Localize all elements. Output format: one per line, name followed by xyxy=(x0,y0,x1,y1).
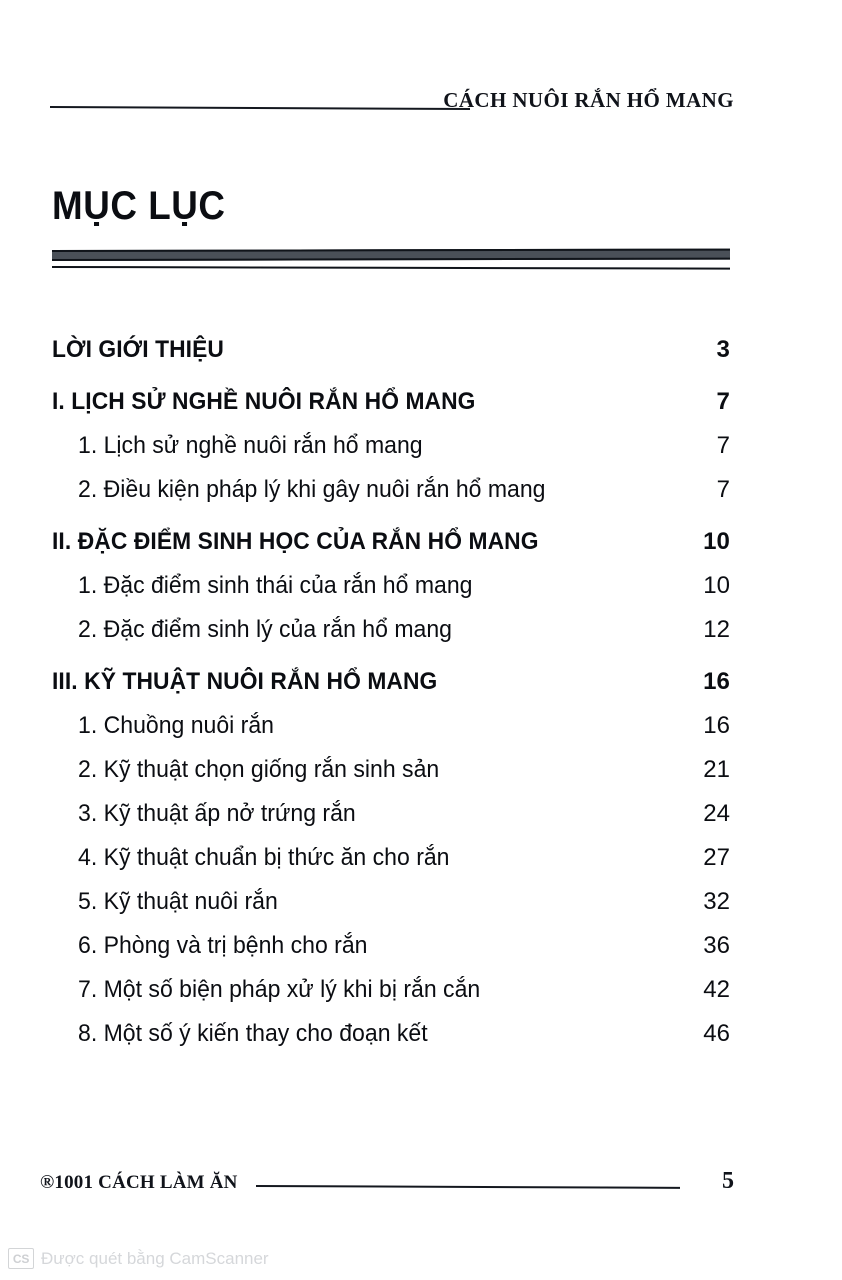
title-divider xyxy=(52,250,730,268)
title-divider-line xyxy=(52,266,730,270)
toc-entry-page-number: 21 xyxy=(703,756,730,783)
toc-entry-page-number: 16 xyxy=(703,712,730,739)
toc-entry[interactable] xyxy=(52,844,730,888)
toc-entry-label: 5. Kỹ thuật nuôi rắn xyxy=(78,888,278,915)
toc-entry-label: 1. Lịch sử nghề nuôi rắn hổ mang xyxy=(78,432,423,459)
toc-entry-page-number: 12 xyxy=(703,616,730,643)
toc-entry-page-number: 7 xyxy=(716,388,730,415)
toc-entry-label: 2. Đặc điểm sinh lý của rắn hổ mang xyxy=(78,616,452,643)
toc-entry-label: 7. Một số biện pháp xử lý khi bị rắn cắn xyxy=(78,976,481,1003)
toc-entry[interactable] xyxy=(52,388,730,432)
toc-entry-page-number: 32 xyxy=(703,888,730,915)
toc-entry-label: 2. Kỹ thuật chọn giống rắn sinh sản xyxy=(78,756,440,783)
toc-entry-page-number: 7 xyxy=(716,476,730,503)
toc-entry-page-number: 46 xyxy=(703,1020,730,1047)
toc-entry[interactable] xyxy=(52,888,730,932)
toc-entry-label: 8. Một số ý kiến thay cho đoạn kết xyxy=(78,1020,428,1047)
toc-entry-label: 1. Đặc điểm sinh thái của rắn hổ mang xyxy=(78,572,473,599)
toc-entry[interactable] xyxy=(52,616,730,660)
toc-entry-label: 2. Điều kiện pháp lý khi gây nuôi rắn hổ mang xyxy=(78,476,546,503)
header-title: CÁCH NUÔI RẮN HỔ MANG xyxy=(443,88,734,112)
toc-entry[interactable] xyxy=(52,572,730,616)
toc-entry-page-number: 27 xyxy=(703,844,730,871)
toc-entry-page-number: 42 xyxy=(703,976,730,1003)
toc-entry-page-number: 16 xyxy=(703,668,730,695)
toc-entry-label: 6. Phòng và trị bệnh cho rắn xyxy=(78,932,368,959)
toc-entry[interactable] xyxy=(52,668,730,712)
running-footer xyxy=(0,1168,842,1208)
toc-entry[interactable] xyxy=(52,712,730,756)
toc-entry-label: 4. Kỹ thuật chuẩn bị thức ăn cho rắn xyxy=(78,844,450,871)
footer-page-number: 5 xyxy=(722,1168,734,1194)
toc-entry[interactable] xyxy=(52,336,730,380)
toc-entry-label: I. LỊCH SỬ NGHỀ NUÔI RẮN HỔ MANG xyxy=(52,388,476,415)
running-header xyxy=(0,88,842,128)
toc-entry-page-number: 36 xyxy=(703,932,730,959)
footer-rule xyxy=(256,1185,680,1189)
camscanner-watermark xyxy=(8,1248,269,1269)
toc-entry[interactable] xyxy=(52,1020,730,1064)
toc-entry-label: LỜI GIỚI THIỆU xyxy=(52,336,224,363)
toc-entry-page-number: 10 xyxy=(703,528,730,555)
page-title: MỤC LỤC xyxy=(52,184,226,228)
toc-entry-label: III. KỸ THUẬT NUÔI RẮN HỔ MANG xyxy=(52,668,438,695)
toc-entry-page-number: 7 xyxy=(716,432,730,459)
toc-entry-page-number: 24 xyxy=(703,800,730,827)
header-rule xyxy=(50,106,470,110)
toc-entry[interactable] xyxy=(52,756,730,800)
toc-entry[interactable] xyxy=(52,976,730,1020)
toc-entry[interactable] xyxy=(52,432,730,476)
title-divider-bar xyxy=(52,249,730,261)
camscanner-logo-icon: CS xyxy=(8,1248,34,1269)
toc-entry[interactable] xyxy=(52,800,730,844)
toc-entry-page-number: 3 xyxy=(716,336,730,363)
toc-entry-label: 1. Chuồng nuôi rắn xyxy=(78,712,274,739)
toc-entry-label: II. ĐẶC ĐIỂM SINH HỌC CỦA RẮN HỔ MANG xyxy=(52,528,539,555)
toc-entry[interactable] xyxy=(52,932,730,976)
footer-series-label: ®1001 CÁCH LÀM ĂN xyxy=(40,1172,238,1193)
table-of-contents xyxy=(52,336,730,1064)
toc-entry[interactable] xyxy=(52,476,730,520)
toc-entry-page-number: 10 xyxy=(703,572,730,599)
toc-entry-label: 3. Kỹ thuật ấp nở trứng rắn xyxy=(78,800,356,827)
camscanner-watermark-text: Được quét bằng CamScanner xyxy=(41,1248,269,1268)
toc-entry[interactable] xyxy=(52,528,730,572)
